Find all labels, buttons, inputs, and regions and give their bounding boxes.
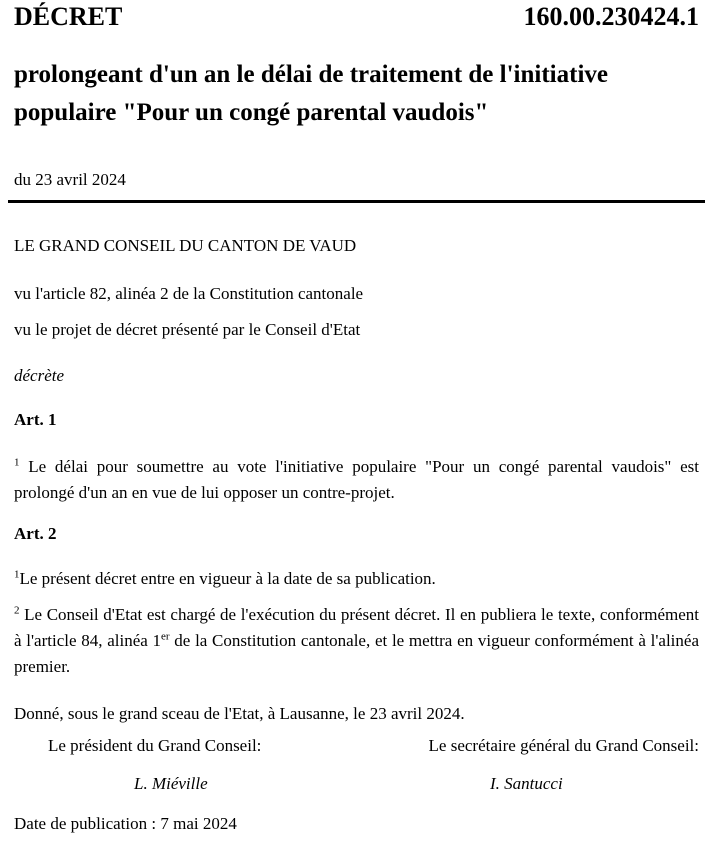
paragraph-text-continued: de la Constitution cantonale, et le mettra en vigueur conformément à l'alinéa premier.: [14, 631, 699, 676]
signatory-left-name: L. Miéville: [134, 774, 208, 793]
article-1-heading: Art. 1: [14, 410, 57, 429]
document-title: prolongeant d'un an le délai de traitement de l'initiative populaire "Pour un congé parental vaudois": [14, 61, 608, 126]
signatory-left-role: Le président du Grand Conseil:: [48, 736, 262, 755]
publication-date: Date de publication : 7 mai 2024: [14, 814, 237, 833]
paragraph-text: Le délai pour soumettre au vote l'initiative populaire "Pour un congé parental vaudois" est prolongé d'un an en vue de lui opposer un contre-projet.: [14, 457, 699, 502]
signatory-right-role: Le secrétaire général du Grand Conseil:: [428, 736, 699, 755]
document-number: 160.00.230424.1: [523, 2, 699, 31]
article-2-heading: Art. 2: [14, 524, 57, 543]
paragraph-number: 1: [14, 456, 20, 469]
document-date: du 23 avril 2024: [14, 170, 126, 189]
vu-line-1: vu l'article 82, alinéa 2 de la Constitution cantonale: [14, 284, 364, 303]
paragraph-text: Le Conseil d'Etat est chargé de l'exécution du présent décret. Il en publiera le texte, conformément à l'article 84, alinéa 1: [14, 605, 699, 650]
signatory-right-name: I. Santucci: [490, 774, 563, 793]
article-2-paragraph-1: [14, 566, 699, 592]
paragraph-number: 1: [14, 568, 20, 581]
vu-line-2: vu le projet de décret présenté par le Conseil d'Etat: [14, 320, 361, 339]
superscript-er: er: [161, 630, 170, 643]
article-2-paragraph-2: [14, 602, 699, 680]
authority-line: LE GRAND CONSEIL DU CANTON DE VAUD: [14, 236, 357, 255]
paragraph-text: Le présent décret entre en vigueur à la date de sa publication.: [19, 569, 436, 588]
article-1-paragraph-1: [14, 454, 699, 506]
given-line: Donné, sous le grand sceau de l'Etat, à Lausanne, le 23 avril 2024.: [14, 704, 465, 723]
header-divider: [8, 200, 705, 203]
decrees-line: décrète: [14, 366, 65, 385]
document-type: DÉCRET: [14, 2, 123, 31]
paragraph-number: 2: [14, 604, 20, 617]
